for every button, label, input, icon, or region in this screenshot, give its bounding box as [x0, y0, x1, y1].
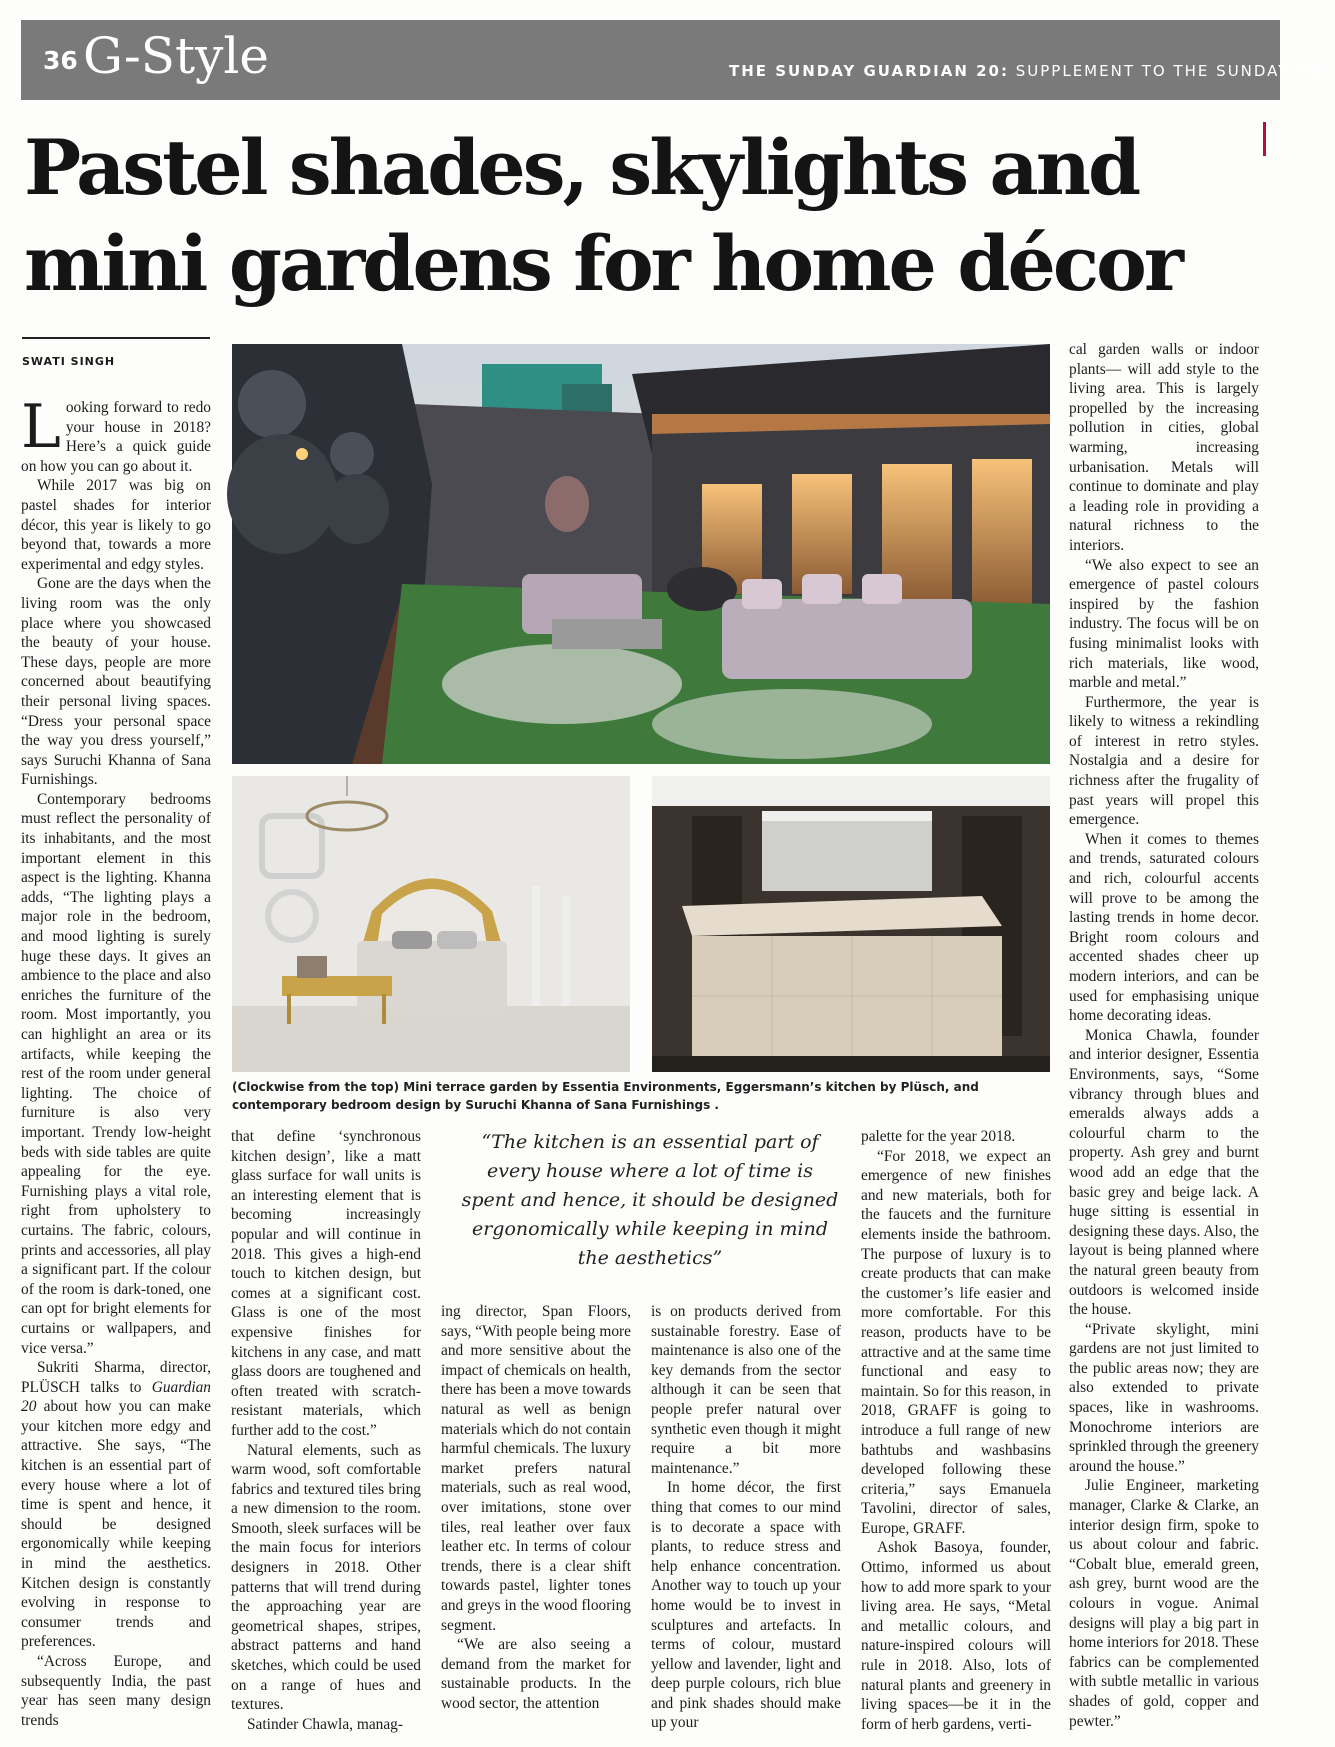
paragraph	[21, 1358, 211, 1652]
paragraph: “We are also seeing a demand from the market for sustainable products. In the wood sector, the attention	[441, 1636, 631, 1712]
byline-rule	[22, 337, 210, 339]
paragraph: When it comes to themes and trends, saturated colours and rich, colourful accents will prove to be among the lasting trends in home decor. Bright room colours and accented shades cheer up modern interiors, and can be used for emphasising unique home decorating ideas.	[1069, 830, 1259, 1025]
drop-cap: L	[21, 392, 61, 462]
lead-paragraph	[21, 392, 211, 476]
paragraph: Julie Engineer, marketing manager, Clarke & Clarke, an interior design firm, spoke to us about colour and fabric. “Cobalt blue, emerald green, ash grey, burnt wood are the colours in vogue. Animal designs will play a big part in home interiors for 2018. These fabrics can be complemented with subtle metallic in various shades of gold, copper and pewter.”	[1069, 1477, 1259, 1730]
paragraph: Furthermore, the year is likely to witness a rekindling of interest in retro styles. Nostalgia and a desire for richness after the frugality of past years will propel this emergence.	[1069, 693, 1259, 829]
paragraph: Contemporary bedrooms must reflect the personality of its inhabitants, and the most important element in this aspect is the lighting. Khanna adds, “The lighting plays a major role in the bedroom, and mood lighting is surely huge these days. It gives an ambience to the place and also enriches the furniture of the room. Most importantly, you can highlight an area or its artifacts, while keeping the rest of the room under general lighting. The choice of furniture is also very important. Trendy low-height beds with side tables are quite appealing for the eye. Furnishing plays a vital role, right from upholstery to curtains. The fabric, colours, prints and accessories, all play a significant part. If the colour of the room is dark-toned, one can opt for bright elements for curtains or wallpapers, and vice versa.”	[21, 790, 211, 1357]
bedroom-photo	[232, 776, 630, 1072]
section-header	[21, 20, 1335, 100]
lead-text: ooking forward to redo your house in 2018? Here’s a quick guide on how you can go about it.	[21, 399, 211, 475]
paragraph: While 2017 was big on pastel shades for interior décor, this year is likely to go beyond that, towards a more experimental and edgy styles.	[21, 477, 211, 573]
publication-subtitle: SUPPLEMENT TO THE SUNDAY GUA	[1008, 62, 1335, 80]
article-column-3	[441, 1302, 631, 1743]
article-column-5	[861, 1127, 1051, 1743]
paragraph: “Across Europe, and subsequently India, the past year has seen many design trends	[21, 1653, 211, 1729]
article-column-1	[21, 392, 211, 1743]
paragraph: Gone are the days when the living room was the only place where you showcased the beauty of your house. These days, people are more concerned about beautifying their personal living spaces. “Dress your personal space the way you dress yourself,” says Suruchi Khanna of Sana Furnishings.	[21, 575, 211, 789]
byline: SWATI SINGH	[22, 355, 116, 368]
publication-line	[729, 62, 1335, 80]
paragraph: is on products derived from sustainable forestry. Ease of maintenance is also one of the key demands from the sector although it can be seen that people prefer natural over synthetic even though it might require a bit more maintenance.”	[651, 1303, 841, 1477]
photo-caption: (Clockwise from the top) Mini terrace garden by Essentia Environments, Eggersmann’s kitchen by Plüsch, and contemporary bedroom design by Suruchi Khanna of Sana Furnishings .	[232, 1080, 979, 1112]
paragraph: Natural elements, such as warm wood, soft comfortable fabrics and textured tiles bring a new dimension to the room. Smooth, sleek surfaces will be the main focus for interiors designers in 2018. Other patterns that will trend during the approaching year are geometrical shapes, stripes, abstract patterns and hand sketches, which could be used on a range of hues and textures.	[231, 1441, 421, 1714]
kitchen-photo	[652, 776, 1050, 1072]
article-column-right	[1069, 340, 1259, 1745]
publication-name: THE SUNDAY GUARDIAN 20:	[729, 62, 1009, 80]
section-title: G-Style	[83, 27, 269, 85]
paragraph: ing director, Span Floors, says, “With people being more and more sensitive about the impact of chemicals on health, there has been a move towards natural as well as benign materials which do not contain harmful chemicals. The luxury market prefers natural materials, such as real wood, over imitations, stone over tiles, real leather over faux leather etc. In terms of colour trends, there is a clear shift towards pastel, lighter tones and greys in the wood flooring segment.	[441, 1303, 631, 1634]
paragraph: palette for the year 2018.	[861, 1128, 1016, 1145]
article-column-4	[651, 1302, 841, 1743]
paragraph: Ashok Basoya, founder, Ottimo, informed us about how to add more spark to your living area. He says, “Metal and metallic colours, and nature-inspired colours will rule in 2018. Also, lots of natural plants and greenery in living spaces—be it in the form of herb gardens, verti-	[861, 1539, 1051, 1733]
terrace-garden-photo	[232, 344, 1050, 764]
paragraph: “For 2018, we expect an emergence of new finishes and new materials, both for the faucets and the furniture elements inside the bathroom. The purpose of luxury is to create products that can make the customer’s life easier and more comfortable. For this reason, products have to be attractive and at the same time functional and easy to maintain. So for this reason, in 2018, GRAFF is going to introduce a full range of new bathtubs and washbasins developed following these criteria,” says Emanuela Tavolini, director of sales, Europe, GRAFF.	[861, 1147, 1051, 1537]
article-column-2	[231, 1127, 421, 1743]
paragraph-text: Sukriti Sharma, director, PLÜSCH talks to	[21, 1359, 211, 1396]
paragraph: that define ‘synchronous kitchen design’, like a matt glass surface for wall units is an interesting element that is becoming increasingly popular and will continue in 2018. This gives a high-end touch to kitchen design, but comes at a significant cost. Glass is one of the most expensive finishes for kitchens in any case, and matt glass doors are toughened and often treated with scratch-resistant materials, which further add to the cost.”	[231, 1128, 421, 1439]
paragraph: “Private skylight, mini gardens are not just limited to the public areas now; they are also extended to private spaces, like in washrooms. Monochrome interiors are sprinkled through the greenery around the house.”	[1069, 1320, 1259, 1475]
paragraph: “We also expect to see an emergence of pastel colours inspired by the fashion industry. The focus will be on fusing minimalist looks with rich materials, like wood, marble and metal.”	[1069, 556, 1259, 692]
page-number: 36	[43, 46, 78, 75]
paragraph: In home décor, the first thing that comes to our mind is to decorate a space with plants, to reduce stress and help enhance concentration. Another way to touch up your home would be to invest in sculptures and artefacts. In terms of colour, mustard yellow and lavender, light and deep purple colours, rich blue and pink shades should make up your	[651, 1479, 841, 1732]
paragraph: cal garden walls or indoor plants— will add style to the living area. This is largely propelled by the increasing pollution in cities, global warming, increasing urbanisation. Metals will continue to dominate and play a leading role in providing a natural richness to the interiors.	[1069, 341, 1259, 554]
paragraph: Monica Chawla, founder and interior designer, Essentia Environments, says, “Some vibrancy through blues and emeralds always adds a colourful charm to the property. Ash grey and burnt wood add an edge that the basic grey and beige lack. A huge sitting is essential in designing these days. Also, the layout is being planned where the natural green beauty from outdoors is welcomed inside the house.	[1069, 1026, 1259, 1319]
paragraph-text: about how you can make your kitchen more edgy and attractive. She says, “The kitchen is an essential part of every house where a lot of time is spent and hence, it should be designed ergonomically while keeping in mind the aesthetics. Kitchen design is constantly evolving in response to consumer trends and preferences.	[21, 1398, 211, 1651]
pull-quote: “The kitchen is an essential part of every house where a lot of time is spent and hence, it should be designed ergonomically while keeping in mind the aesthetics”	[461, 1131, 839, 1269]
headline: Pastel shades, skylights and mini gardens for home décor	[24, 123, 1181, 308]
paragraph: Satinder Chawla, manag-	[247, 1715, 403, 1733]
publication-reference: Guardian 20	[21, 1378, 211, 1416]
